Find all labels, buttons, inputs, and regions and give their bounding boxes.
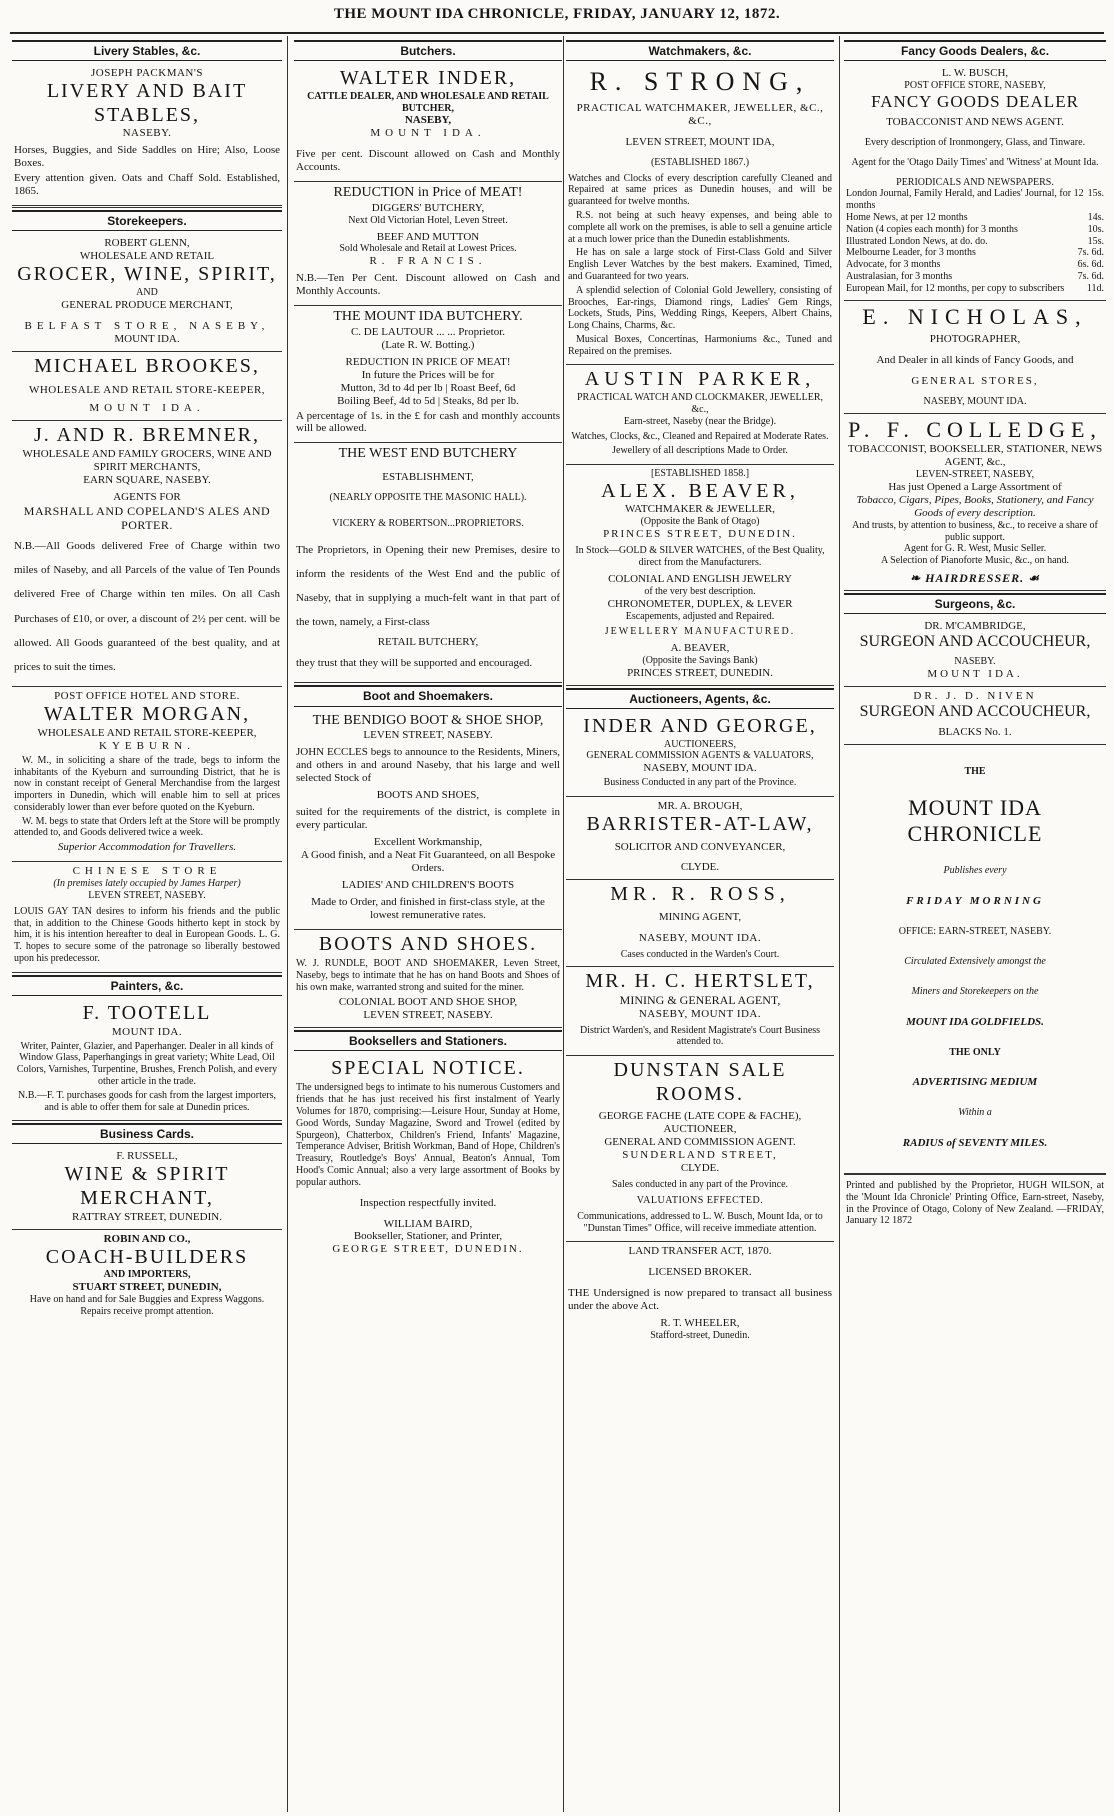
advert-address: PRINCES STREET, DUNEDIN. bbox=[603, 528, 797, 541]
advert-francis bbox=[294, 182, 562, 306]
promo-line: THE ONLY bbox=[949, 1046, 1001, 1058]
advert-address: SUNDERLAND STREET, bbox=[622, 1149, 778, 1162]
advert-line: C. DE LAUTOUR ... ... Proprietor. bbox=[350, 325, 506, 338]
section-heading: Watchmakers, &c. bbox=[566, 40, 834, 61]
advert-dunstan bbox=[566, 1056, 834, 1242]
column-rule bbox=[839, 36, 840, 1812]
advert-beaver bbox=[566, 465, 834, 686]
advert-text: Every description of Ironmongery, Glass, and Tinware. bbox=[864, 136, 1086, 148]
advert-text: Jewellery of all descriptions Made to Order. bbox=[612, 445, 788, 457]
advert-address: LEVEN-STREET, NASEBY, bbox=[915, 469, 1035, 481]
advert-busch bbox=[844, 64, 1106, 300]
advert-land-transfer bbox=[566, 1242, 834, 1347]
advert-text: Horses, Buggies, and Side Saddles on Hire; Also, Loose Boxes. bbox=[14, 144, 280, 170]
advert-title: WALTER INDER, bbox=[339, 67, 517, 90]
advert-title: GROCER, WINE, SPIRIT, bbox=[17, 263, 277, 286]
price-line: Mutton, 3d to 4d per lb | Roast Beef, 6d bbox=[340, 381, 516, 394]
advert-line: BOOTS AND SHOES, bbox=[376, 788, 480, 801]
subscription-price: 10s. bbox=[1087, 223, 1104, 235]
advert-west-end-butchery bbox=[294, 443, 562, 683]
advert-text: Business Conducted in any part of the Province. bbox=[603, 777, 797, 789]
advert-line: AUCTIONEERS, bbox=[664, 738, 736, 750]
advert-line: MARSHALL AND COPELAND'S ALES AND PORTER. bbox=[23, 503, 271, 532]
advert-line: CHRONOMETER, DUPLEX, & LEVER bbox=[607, 597, 793, 610]
hairdresser-banner bbox=[846, 571, 1104, 585]
masthead: THE MOUNT IDA CHRONICLE, FRIDAY, JANUARY 12, 1872. bbox=[333, 6, 781, 22]
advert-chinese-store bbox=[12, 862, 282, 973]
section-heading: Painters, &c. bbox=[12, 975, 282, 996]
advertiser-name: A. BEAVER, bbox=[670, 642, 730, 655]
advert-text: Musical Boxes, Concertinas, Harmoniums &c., Tuned and Repaired on the premises. bbox=[568, 333, 832, 357]
subscription-row bbox=[846, 236, 1104, 248]
subscription-price: 6s. 6d. bbox=[1077, 259, 1104, 271]
subscription-item: Home News, at per 12 months bbox=[846, 211, 968, 223]
advert-title: P. F. COLLEDGE, bbox=[848, 417, 1102, 443]
advert-line: REDUCTION IN PRICE OF MEAT! bbox=[345, 355, 511, 368]
promo-line: Within a bbox=[958, 1107, 992, 1119]
advert-text: In Stock—GOLD & SILVER WATCHES, of the Best Quality, direct from the Manufacturers. bbox=[575, 545, 825, 568]
advert-packman bbox=[12, 64, 282, 208]
advert-line: ESTABLISHMENT, bbox=[382, 470, 474, 483]
advertiser-name: DR. M'CAMBRIDGE, bbox=[924, 620, 1026, 633]
advertiser-name: WILLIAM BAIRD, bbox=[383, 1217, 473, 1230]
section-heading: Booksellers and Stationers. bbox=[294, 1030, 562, 1051]
subscription-row bbox=[846, 259, 1104, 271]
advert-title: MICHAEL BROOKES, bbox=[34, 354, 260, 377]
advert-ross bbox=[566, 880, 834, 966]
imprint-text: Printed and published by the Proprietor, HUGH WILSON, at the 'Mount Ida Chronicle' Printing Office, Earn-street, Naseby, in the Province of Otago, Colony of New Zealand. —FRIDAY, January 12 1872 bbox=[846, 1180, 1104, 1227]
advert-colledge bbox=[844, 414, 1106, 591]
advertiser-name: R. FRANCIS. bbox=[369, 255, 487, 268]
advert-title: ALEX. BEAVER, bbox=[601, 479, 799, 502]
advert-line: (In premises lately occupied by James Harper) bbox=[53, 878, 241, 890]
advert-address: NASEBY, MOUNT IDA. bbox=[638, 1007, 762, 1020]
advert-text: A percentage of 1s. in the £ for cash and monthly accounts will be allowed. bbox=[296, 409, 560, 435]
advert-line: Has just Opened a Large Assortment of bbox=[888, 480, 1062, 493]
advert-line: In future the Prices will be for bbox=[361, 368, 495, 381]
promo-line: THE bbox=[964, 765, 986, 777]
imprint bbox=[844, 1174, 1106, 1234]
advert-inder bbox=[294, 64, 562, 182]
advert-line: Have on hand and for Sale Buggies and Express Waggons. bbox=[29, 1293, 265, 1305]
subscription-price: 14s. bbox=[1087, 211, 1104, 223]
advert-address: Earn-street, Naseby (near the Bridge). bbox=[623, 415, 777, 427]
section-heading: Business Cards. bbox=[12, 1123, 282, 1144]
advert-text: Communications, addressed to L. W. Busch, Mount Ida, or to "Dunstan Times" Office, will receive immediate attention. bbox=[577, 1210, 823, 1234]
advert-title: LAND TRANSFER ACT, 1870. bbox=[628, 1245, 772, 1258]
advertiser-name: ROBERT GLENN, bbox=[104, 237, 190, 250]
advert-line: TOBACCONIST, BOOKSELLER, STATIONER, NEWS AGENT, &c., bbox=[847, 443, 1103, 469]
promo-line: RADIUS of SEVENTY MILES. bbox=[902, 1137, 1048, 1150]
advert-line: Sold Wholesale and Retail at Lowest Prices. bbox=[339, 243, 517, 255]
flourish-icon: ☙ bbox=[1024, 570, 1040, 585]
advert-glenn bbox=[12, 234, 282, 351]
advert-line: (Opposite the Savings Bank) bbox=[642, 655, 758, 667]
advert-line: CATTLE DEALER, AND WHOLESALE AND RETAIL BUTCHER, bbox=[307, 90, 549, 114]
advert-text: District Warden's, and Resident Magistrate's Court Business attended to. bbox=[579, 1024, 821, 1048]
advert-address: POST OFFICE STORE, NASEBY, bbox=[904, 80, 1046, 92]
subscription-row bbox=[846, 283, 1104, 295]
advert-morgan bbox=[12, 687, 282, 862]
advert-line: GENERAL AND COMMISSION AGENT. bbox=[604, 1136, 796, 1149]
advert-text: W. M., in soliciting a share of the trade, begs to inform the inhabitants of the Kyeburn and surrounding District, that he is now in constant receipt of General Merchandise from the largest importers in Dunedin, which will enable him to sell at prices considerably lower than ever before quoted on the Kyeburn. bbox=[14, 754, 280, 813]
advert-text: Five per cent. Discount allowed on Cash and Monthly Accounts. bbox=[296, 148, 560, 174]
advert-address: NASEBY. bbox=[954, 656, 996, 668]
advert-line: PERIODICALS AND NEWSPAPERS. bbox=[896, 176, 1054, 188]
advert-line: And Dealer in all kinds of Fancy Goods, and bbox=[876, 354, 1074, 367]
advert-inder-george bbox=[566, 712, 834, 797]
advert-brookes bbox=[12, 352, 282, 422]
advert-line: LADIES' AND CHILDREN'S BOOTS bbox=[341, 878, 515, 891]
subscription-price: 7s. 6d. bbox=[1077, 270, 1104, 282]
advert-bendigo bbox=[294, 710, 562, 930]
advert-text: THE Undersigned is now prepared to transact all business under the above Act. bbox=[568, 1287, 832, 1313]
advert-line: A Good finish, and a Neat Fit Guaranteed, on all Bespoke Orders. bbox=[300, 848, 556, 874]
advert-line: COLONIAL BOOT AND SHOE SHOP, bbox=[338, 995, 518, 1008]
advertiser-name: JOSEPH PACKMAN'S bbox=[91, 67, 203, 80]
advert-line: A Selection of Pianoforte Music, &c., on hand. bbox=[880, 555, 1070, 567]
promo-line: Circulated Extensively amongst the bbox=[904, 955, 1046, 967]
subscription-row bbox=[846, 212, 1104, 224]
advert-line: MINING & GENERAL AGENT, bbox=[619, 993, 781, 1008]
advert-address: NASEBY, MOUNT IDA. bbox=[638, 932, 762, 945]
promo-title: MOUNT IDA CHRONICLE bbox=[907, 795, 1043, 847]
advert-title: CHINESE STORE bbox=[72, 865, 222, 878]
advert-title: MR. R. ROSS, bbox=[610, 883, 790, 906]
advert-text: A splendid selection of Colonial Gold Jewellery, consisting of Brooches, Ear-rings, Diamond rings, Ladies' Gem Rings, Lockets, Studs, Pins, Wedding Rings, Keepers, Albert Chains, Long Chains, Charms, &c. bbox=[568, 284, 832, 332]
advert-bremner bbox=[12, 421, 282, 687]
advert-address: LEVEN STREET, NASEBY. bbox=[363, 729, 493, 742]
advert-text: N.B.—F. T. purchases goods for cash from the largest importers, and is able to offer them for sale at Dunedin prices. bbox=[17, 1089, 277, 1113]
advert-text: Agent for the 'Otago Daily Times' and 'Witness' at Mount Ida. bbox=[851, 156, 1099, 168]
advert-address: MOUNT IDA. bbox=[111, 1025, 183, 1038]
advert-heading: POST OFFICE HOTEL AND STORE. bbox=[54, 690, 240, 703]
advert-line: VALUATIONS EFFECTED. bbox=[636, 1194, 764, 1206]
advert-line: HAIRDRESSER. bbox=[925, 570, 1025, 585]
advert-title: LIVERY AND BAIT STABLES, bbox=[46, 80, 248, 126]
advert-line: AND IMPORTERS, bbox=[103, 1269, 191, 1281]
promo-line: ADVERTISING MEDIUM bbox=[912, 1076, 1038, 1089]
advert-line: GENERAL COMMISSION AGENTS & VALUATORS, bbox=[586, 750, 814, 762]
advert-rundle bbox=[294, 930, 562, 1028]
advert-title: INDER AND GEORGE, bbox=[583, 715, 817, 737]
advert-title: BARRISTER-AT-LAW, bbox=[586, 812, 814, 835]
column-rule bbox=[563, 36, 564, 1812]
promo-line: Publishes every bbox=[943, 865, 1007, 877]
advert-mccambridge bbox=[844, 617, 1106, 687]
advert-address: Next Old Victorian Hotel, Leven Street. bbox=[348, 214, 508, 226]
subscription-row bbox=[846, 247, 1104, 259]
advert-nicholas bbox=[844, 301, 1106, 415]
advert-line: JEWELLERY MANUFACTURED. bbox=[604, 626, 796, 638]
advert-robin bbox=[12, 1230, 282, 1323]
advert-line: WHOLESALE AND RETAIL bbox=[79, 250, 215, 263]
masthead-rule bbox=[10, 32, 1104, 34]
subscription-item: European Mail, for 12 months, per copy to subscribers bbox=[846, 282, 1065, 294]
advert-title: BOOTS AND SHOES. bbox=[318, 932, 538, 955]
advert-line: Inspection respectfully invited. bbox=[359, 1196, 497, 1209]
advertiser-name: L. W. BUSCH, bbox=[941, 67, 1009, 80]
section-heading: Livery Stables, &c. bbox=[12, 40, 282, 61]
advert-line: Excellent Workmanship, bbox=[373, 835, 483, 848]
subscription-price: 11d. bbox=[1086, 282, 1104, 294]
advert-line: NASEBY, bbox=[404, 114, 452, 127]
advert-line: Repairs receive prompt attention. bbox=[80, 1305, 214, 1317]
promo-line: OFFICE: EARN-STREET, NASEBY. bbox=[898, 926, 1052, 938]
advert-text: The Proprietors, in Opening their new Premises, desire to inform the residents of the West End and the public of Naseby, that in supplying a much-felt want in that part of the town, namely, a First-class bbox=[296, 543, 560, 629]
advert-address: RATTRAY STREET, DUNEDIN. bbox=[72, 1210, 222, 1223]
advert-line: TOBACCONIST AND NEWS AGENT. bbox=[886, 115, 1064, 128]
section-heading: Auctioneers, Agents, &c. bbox=[566, 688, 834, 709]
advert-line: AND bbox=[136, 286, 158, 298]
advert-line: DIGGERS' BUTCHERY, bbox=[371, 201, 485, 214]
advert-text: suited for the requirements of the district, is complete in every particular. bbox=[296, 805, 560, 831]
advert-address: GEORGE STREET, DUNEDIN. bbox=[332, 1243, 524, 1256]
advert-address: LEVEN STREET, NASEBY. bbox=[88, 890, 206, 902]
advert-line: AUCTIONEER, bbox=[663, 1123, 737, 1136]
advert-text: The undersigned begs to intimate to his numerous Customers and friends that he has just received his first instalment of Yearly Volumes for 1870, comprising:—Leisure Hour, Sunday at Home, Good Words, Sunday Magazine, Sword and Trowel (edited by Spurgeon), Chatterbox, Children's Friend, Infants' Magazine, Temperance Adviser, British Workman, Band of Hope, Children's Treasury, Routledge's Boys' Annual, Beaton's Annual, Tom Hood's Comic Annual; also a very large assortment of Books by popular authors. bbox=[296, 1082, 560, 1188]
advert-baird bbox=[294, 1054, 562, 1262]
advert-line: (Late R. W. Botting.) bbox=[381, 338, 475, 351]
subscription-item: Advocate, for 3 months bbox=[846, 259, 941, 271]
advert-address: LEVEN STREET, NASEBY. bbox=[363, 1008, 493, 1021]
advert-address: NASEBY, MOUNT IDA. bbox=[923, 396, 1027, 408]
advert-address: (NEARLY OPPOSITE THE MASONIC HALL). bbox=[329, 491, 527, 503]
advert-title: AUSTIN PARKER, bbox=[584, 368, 816, 391]
advert-line: And trusts, by attention to business, &c., to receive a share of public support. bbox=[852, 519, 1098, 543]
advert-address: EARN SQUARE, NASEBY. bbox=[83, 473, 211, 486]
advert-title: SPECIAL NOTICE. bbox=[331, 1056, 525, 1079]
advert-brough bbox=[566, 797, 834, 881]
advert-title: COACH-BUILDERS bbox=[45, 1245, 249, 1268]
advert-title: MR. H. C. HERTSLET, bbox=[585, 969, 815, 992]
advert-niven bbox=[844, 687, 1106, 745]
advert-text: R.S. not being at such heavy expenses, and being able to complete all work on the premises, is able to sell a genuine article at a much lower price than the Dunedin establishments. bbox=[568, 209, 832, 245]
advert-address: MOUNT IDA. bbox=[927, 667, 1023, 680]
advert-text: Watches and Clocks of every description carefully Cleaned and Repaired at same prices as Dunedin houses, and will be guaranteed for twelve months. bbox=[568, 172, 832, 208]
advert-line: PRACTICAL WATCHMAKER, JEWELLER, &C., &C., bbox=[576, 101, 824, 127]
advert-text: JOHN ECCLES begs to announce to the Residents, Miners, and others in and around Naseby, that his large and well selected Stock of bbox=[296, 746, 560, 784]
advert-address: NASEBY, MOUNT IDA. bbox=[643, 762, 757, 775]
flourish-icon: ❧ bbox=[910, 570, 926, 585]
advert-text: Superior Accommodation for Travellers. bbox=[57, 841, 237, 854]
advert-text: W. J. RUNDLE, BOOT AND SHOEMAKER, Leven Street, Naseby, begs to intimate that he has on hand Boots and Shoes of his own make, warranted strong and suited for the miner. bbox=[296, 958, 560, 993]
subscription-item: Melbourne Leader, for 3 months bbox=[846, 247, 976, 259]
advert-title: R. STRONG, bbox=[589, 67, 811, 97]
subscription-row bbox=[846, 224, 1104, 236]
advert-text: He has on sale a large stock of First-Class Gold and Silver English Lever Watches by the best makers. Examined, Timed, and Guaranteed for two years. bbox=[568, 247, 832, 282]
advert-title: THE MOUNT IDA BUTCHERY. bbox=[333, 309, 523, 325]
advert-address: KYEBURN. bbox=[99, 739, 195, 752]
advert-line: COLONIAL AND ENGLISH JEWELRY bbox=[608, 572, 792, 585]
advert-text: Sales conducted in any part of the Province. bbox=[611, 1179, 789, 1191]
subscription-item: Australasian, for 3 months bbox=[846, 270, 953, 282]
advert-address: NASEBY. bbox=[122, 127, 172, 140]
advert-line: WHOLESALE AND FAMILY GROCERS, WINE AND SPIRIT MERCHANTS, bbox=[22, 447, 272, 473]
promo-line: Miners and Storekeepers on the bbox=[911, 985, 1039, 997]
advert-text: LOUIS GAY TAN desires to inform his friends and the public that, in addition to the Chinese Goods hitherto kept in stock by him, it is his intention hereafter to deal in European Goods. L. G. T. hopes to secure some of the patronage so liberally bestowed upon his predecessor. bbox=[14, 905, 280, 964]
advert-title: E. NICHOLAS, bbox=[862, 303, 1088, 329]
section-heading: Storekeepers. bbox=[12, 210, 282, 231]
advert-address: MOUNT IDA. bbox=[114, 332, 180, 345]
advert-address: CLYDE. bbox=[680, 1162, 720, 1175]
advertiser-name: DR. J. D. NIVEN bbox=[913, 689, 1037, 702]
advertiser-name: F. RUSSELL, bbox=[116, 1150, 178, 1163]
advert-title: SURGEON AND ACCOUCHEUR, bbox=[859, 633, 1091, 651]
advert-address: Stafford-street, Dunedin. bbox=[650, 1330, 750, 1342]
advert-text: Watches, Clocks, &c., Cleaned and Repaired at Moderate Rates. bbox=[571, 431, 829, 443]
advert-title: F. TOOTELL bbox=[82, 1001, 212, 1024]
advert-line: (ESTABLISHED 1867.) bbox=[650, 156, 750, 168]
advert-line: Cases conducted in the Warden's Court. bbox=[620, 948, 780, 960]
advert-line: AGENTS FOR bbox=[113, 490, 181, 503]
column-3 bbox=[566, 38, 834, 1808]
advert-title: J. AND R. BREMNER, bbox=[33, 424, 261, 447]
subscription-price: 15s. bbox=[1087, 188, 1104, 200]
advertiser-name: ROBIN AND CO., bbox=[103, 1232, 191, 1245]
advert-line: Tobacco, Cigars, Pipes, Books, Stationery, and Fancy Goods of every description. bbox=[856, 493, 1094, 519]
advertiser-name: MR. A. BROUGH, bbox=[657, 799, 743, 812]
advert-address: BLACKS No. 1. bbox=[938, 725, 1012, 738]
advert-line: GENERAL STORES, bbox=[911, 375, 1039, 388]
advert-title: SURGEON AND ACCOUCHEUR, bbox=[859, 702, 1091, 720]
advert-line: WHOLESALE AND RETAIL STORE-KEEPER, bbox=[37, 726, 257, 739]
advertiser-name: GEORGE FACHE (LATE COPE & FACHE), bbox=[598, 1110, 802, 1123]
advert-title: DUNSTAN SALE ROOMS. bbox=[613, 1059, 787, 1105]
advert-address: PRINCES STREET, DUNEDIN. bbox=[627, 666, 773, 679]
advert-line: WATCHMAKER & JEWELLER, bbox=[624, 503, 775, 516]
advert-text: Every attention given. Oats and Chaff Sold. Established, 1865. bbox=[14, 172, 280, 198]
advert-line: (Opposite the Bank of Otago) bbox=[640, 516, 760, 528]
advertiser-name: R. T. WHEELER, bbox=[660, 1317, 740, 1330]
advert-strong bbox=[566, 64, 834, 365]
advert-line: SOLICITOR AND CONVEYANCER, bbox=[614, 840, 786, 853]
advert-line: of the very best description. bbox=[644, 585, 756, 597]
subscription-row bbox=[846, 188, 1104, 212]
advert-text: N.B.—Ten Per Cent. Discount allowed on Cash and Monthly Accounts. bbox=[296, 272, 560, 298]
subscription-item: Nation (4 copies each month) for 3 months bbox=[846, 223, 1018, 235]
column-1 bbox=[12, 38, 282, 1808]
advert-title: REDUCTION in Price of MEAT! bbox=[333, 185, 523, 201]
section-heading: Surgeons, &c. bbox=[844, 593, 1106, 614]
advert-parker bbox=[566, 365, 834, 465]
subscription-price: 15s. bbox=[1087, 235, 1104, 247]
advert-tootell bbox=[12, 999, 282, 1121]
advert-address: CLYDE. bbox=[680, 861, 720, 874]
subscription-item: Illustrated London News, at do. do. bbox=[846, 235, 988, 247]
advert-line: Bookseller, Stationer, and Printer, bbox=[353, 1230, 503, 1243]
advert-line: GENERAL PRODUCE MERCHANT, bbox=[61, 298, 233, 311]
section-heading: Boot and Shoemakers. bbox=[294, 685, 562, 706]
advert-line: [ESTABLISHED 1858.] bbox=[650, 468, 750, 480]
advert-title: THE BENDIGO BOOT & SHOE SHOP, bbox=[312, 712, 544, 728]
advert-line: MINING AGENT, bbox=[658, 911, 742, 924]
column-2 bbox=[294, 38, 562, 1808]
advert-line: VICKERY & ROBERTSON...PROPRIETORS. bbox=[332, 517, 524, 529]
advert-line: PHOTOGRAPHER, bbox=[929, 333, 1021, 346]
advert-line: Escapements, adjusted and Repaired. bbox=[625, 610, 775, 622]
advert-russell bbox=[12, 1147, 282, 1229]
advert-text: Made to Order, and finished in first-class style, at the lowest remunerative rates. bbox=[311, 895, 545, 921]
advert-hertslet bbox=[566, 967, 834, 1056]
advert-title: THE WEST END BUTCHERY bbox=[338, 446, 518, 462]
price-line: Boiling Beef, 4d to 5d | Steaks, 8d per lb. bbox=[337, 394, 519, 407]
advert-line: BEEF AND MUTTON bbox=[376, 230, 480, 243]
advert-text: Writer, Painter, Glazier, and Paperhanger. Dealer in all kinds of Window Glass, Paperhangings in great variety; White Lead, Oil Colors, Varnishes, Turpentine, Brushes, French Polish, and every other article in the trade. bbox=[16, 1040, 278, 1087]
advert-chronicle-promo bbox=[844, 745, 1106, 1174]
section-heading: Butchers. bbox=[294, 40, 562, 61]
advert-line: WHOLESALE AND RETAIL STORE-KEEPER, bbox=[28, 384, 266, 397]
advert-title: FANCY GOODS DEALER bbox=[871, 91, 1079, 111]
advert-line: Agent for G. R. West, Music Seller. bbox=[903, 543, 1047, 555]
subscription-row bbox=[846, 271, 1104, 283]
subscription-list bbox=[846, 188, 1104, 294]
advert-address: MOUNT IDA. bbox=[89, 402, 205, 415]
advert-text: they trust that they will be supported and encouraged. bbox=[296, 657, 533, 670]
advert-text: W. M. begs to state that Orders left at the Store will be promptly attended to, and Goods delivered twice a week. bbox=[14, 815, 280, 839]
advert-line: RETAIL BUTCHERY, bbox=[377, 636, 479, 649]
advert-title: WALTER MORGAN, bbox=[43, 703, 251, 726]
promo-line: FRIDAY MORNING bbox=[906, 895, 1044, 908]
subscription-item: London Journal, Family Herald, and Ladies' Journal, for 12 months bbox=[846, 188, 1084, 212]
advert-address: STUART STREET, DUNEDIN, bbox=[72, 1280, 222, 1293]
advert-line: PRACTICAL WATCH AND CLOCKMAKER, JEWELLER, &c., bbox=[576, 392, 824, 415]
advert-address: MOUNT IDA. bbox=[370, 127, 486, 140]
advert-line: LICENSED BROKER. bbox=[648, 1266, 752, 1279]
promo-line: MOUNT IDA GOLDFIELDS. bbox=[906, 1015, 1044, 1028]
advert-text: N.B.—All Goods delivered Free of Charge within two miles of Naseby, and all Parcels of the value of Ten Pounds delivered Free of Charge within ten miles. On all Cash Purchases of £10, or over, a discount of 2½ per cent. will be allowed. All Goods guaranteed of the best quality, and at prices to suit the times. bbox=[14, 540, 280, 674]
section-heading: Fancy Goods Dealers, &c. bbox=[844, 40, 1106, 61]
advert-mount-ida-butchery bbox=[294, 306, 562, 443]
advert-address: LEVEN STREET, MOUNT IDA, bbox=[625, 135, 775, 148]
advert-line: BELFAST STORE, NASEBY, bbox=[24, 319, 270, 332]
advert-title: WINE & SPIRIT MERCHANT, bbox=[64, 1163, 230, 1210]
column-rule bbox=[287, 36, 288, 1812]
subscription-price: 7s. 6d. bbox=[1077, 247, 1104, 259]
column-4 bbox=[844, 38, 1106, 1808]
